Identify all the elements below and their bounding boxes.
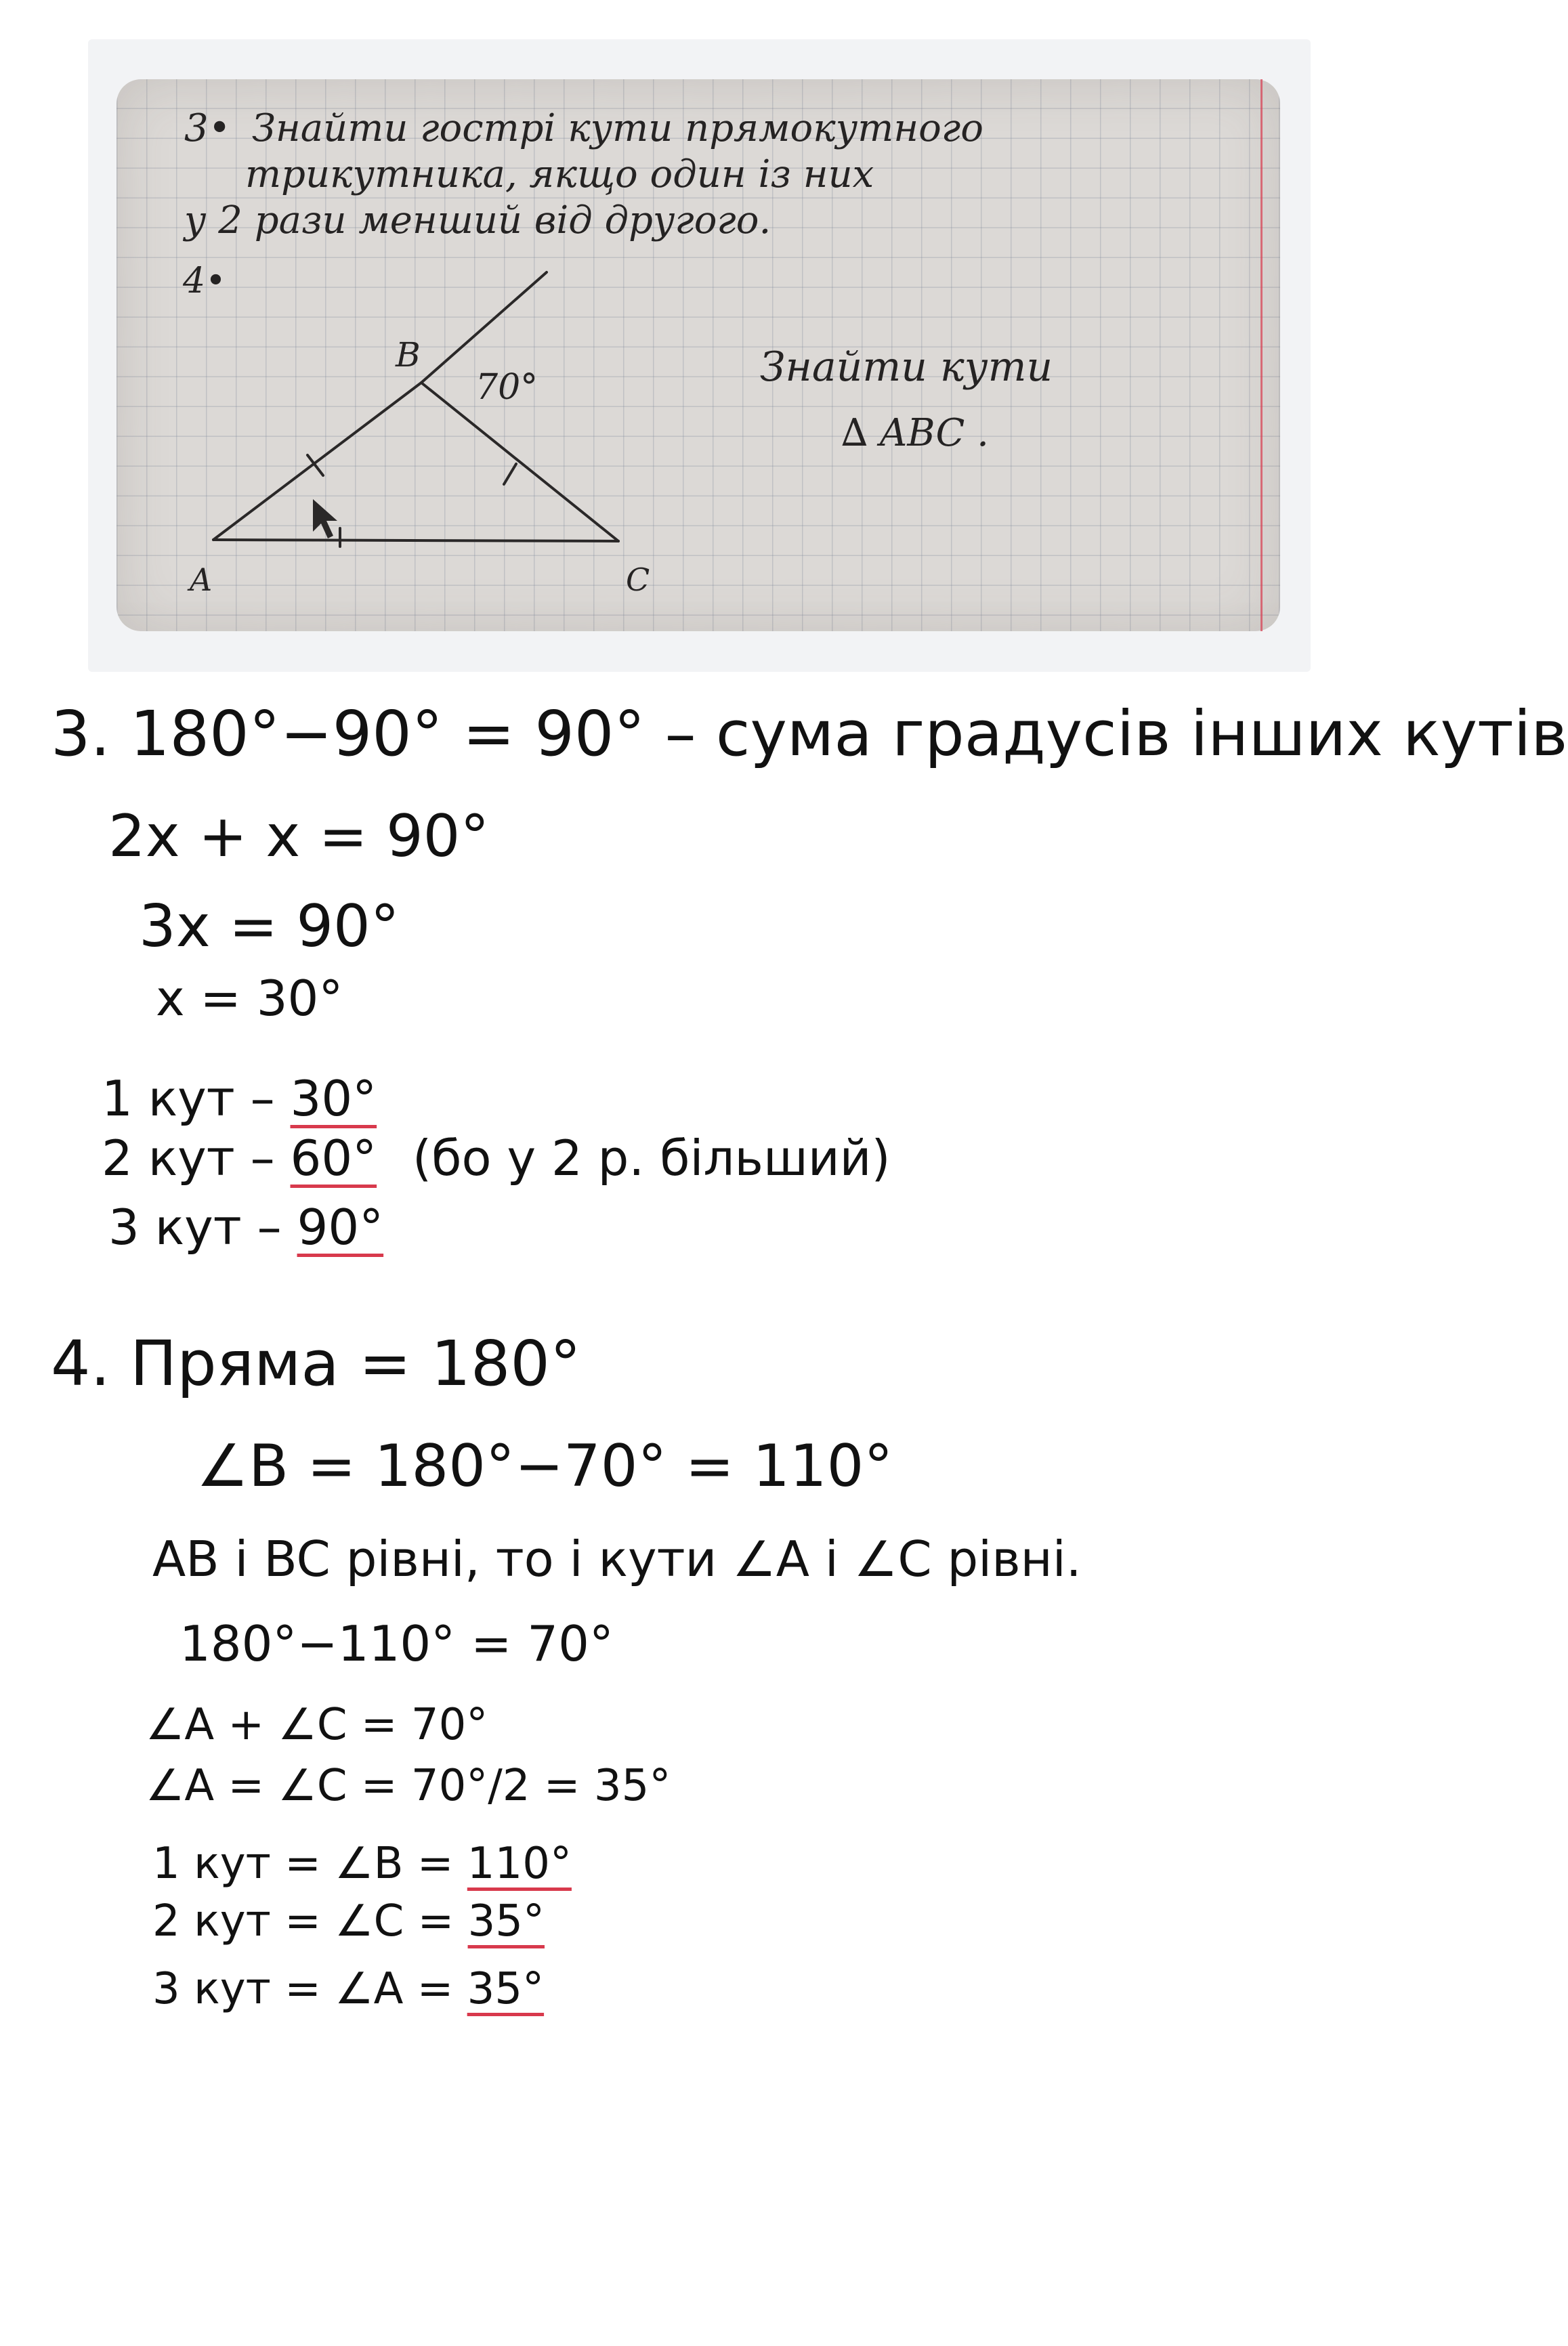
task3-line-3: у 2 рази менший від другого. [184,198,771,242]
task3-answer-2-note: (бо у 2 р. більший) [412,1130,891,1187]
task3-answer-1-value: 30° [290,1070,377,1127]
task4-solution-line-1: 4. Пряма = 180° [51,1327,581,1400]
mouse-cursor-icon [313,499,337,538]
label-c: C [626,561,650,598]
task4-answer-3-value: 35° [467,1964,545,2014]
triangle-diagram [116,79,1280,631]
task3-answer-3-label: 3 кут – [108,1199,282,1256]
task4-prompt-line-1: Знайти кути [760,343,1053,391]
task4-answer-2-label: 2 кут = ∠C = [152,1896,454,1946]
task3-answer-3 [108,1199,383,1256]
task4-answer-2 [152,1896,545,1946]
task4-number: 4• [183,261,226,301]
task4-solution-line-6: ∠A = ∠C = 70°/2 = 35° [146,1761,671,1811]
label-b: B [396,335,421,375]
task3-answer-2-value: 60° [290,1130,377,1187]
task4-answer-3 [152,1964,544,2014]
task3-answer-2-label: 2 кут – [102,1130,275,1187]
task3-answer-3-value: 90° [297,1199,384,1256]
extension-line [421,272,547,383]
task4-solution-line-4: 180°−110° = 70° [179,1615,614,1672]
task3-number: 3• [184,106,231,150]
task4-prompt-line-2: ∆ ABC . [841,411,989,455]
textbook-photo [116,79,1280,631]
task3-answer-1 [102,1070,377,1127]
task4-answer-1 [152,1839,572,1889]
task3-solution-line-3: 3x = 90° [139,893,400,960]
task3-line-1: Знайти гострі кути прямокутного [252,106,983,150]
task3-line-2: трикутника, якщо один із них [245,152,874,196]
task4-solution-line-2: ∠B = 180°−70° = 110° [196,1432,893,1500]
task3-solution-line-2: 2x + x = 90° [108,803,490,870]
task4-answer-1-label: 1 кут = ∠B = [152,1839,454,1889]
task4-answer-2-value: 35° [467,1896,545,1946]
task3-solution-line-4: x = 30° [156,970,343,1027]
tick-bc [504,464,516,484]
task4-answer-1-value: 110° [467,1839,572,1889]
task3-solution-line-1: 3. 180°−90° = 90° – сума градусів інших кутів [51,698,1568,770]
task3-answer-1-label: 1 кут – [102,1070,275,1127]
task4-answer-3-label: 3 кут = ∠A = [152,1964,454,2014]
side-ac [213,540,618,541]
task4-solution-line-5: ∠A + ∠C = 70° [146,1700,488,1750]
label-angle-70: 70° [475,367,538,408]
task4-solution-line-3: AB і BC рівні, то і кути ∠A і ∠C рівні. [152,1531,1082,1587]
task3-answer-2 [102,1130,891,1187]
label-a: A [190,561,213,598]
